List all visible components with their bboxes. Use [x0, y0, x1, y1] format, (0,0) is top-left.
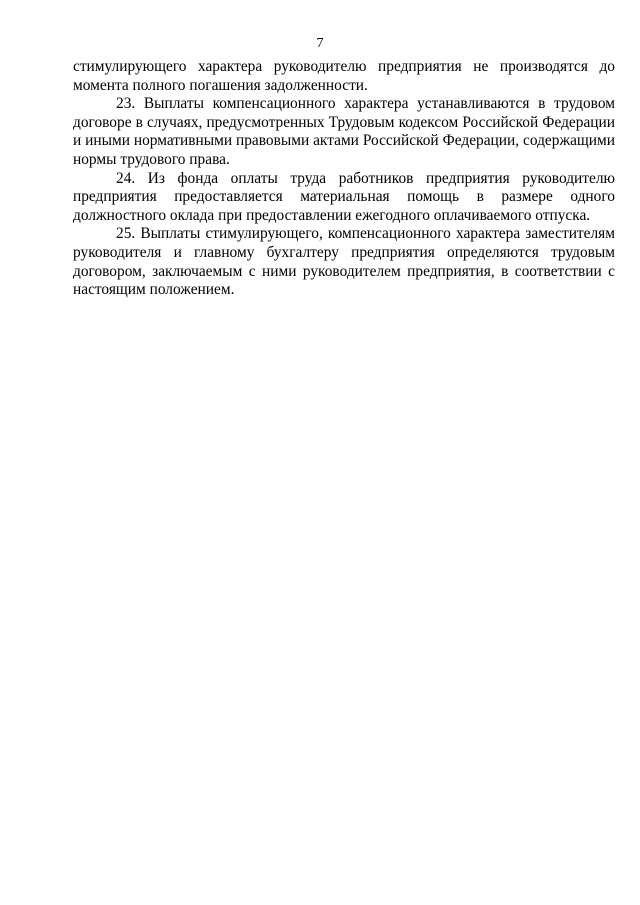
paragraph-23: 23. Выплаты компенсационного характера устанавливаются в трудовом договоре в случаях, предусмотренных Трудовым кодексом Российской Федерации и иными нормативными правовыми актами Российской Федерации, содержащими нормы трудового права.	[73, 95, 615, 168]
paragraph-25: 25. Выплаты стимулирующего, компенсационного характера заместителям руководителя и главному бухгалтеру предприятия определяются трудовым договором, заключаемым с ними руководителем предприятия, в соответствии с настоящим положением.	[73, 225, 615, 299]
document-body	[73, 58, 615, 300]
page-number: 7	[316, 36, 324, 51]
paragraph-24: 24. Из фонда оплаты труда работников предприятия руководителю предприятия предоставляется материальная помощь в размере одного должностного оклада при предоставлении ежегодного оплачиваемого отпуска.	[73, 169, 615, 224]
paragraph-continuation: стимулирующего характера руководителю предприятия не производятся до момента полного погашения задолженности.	[73, 58, 615, 94]
